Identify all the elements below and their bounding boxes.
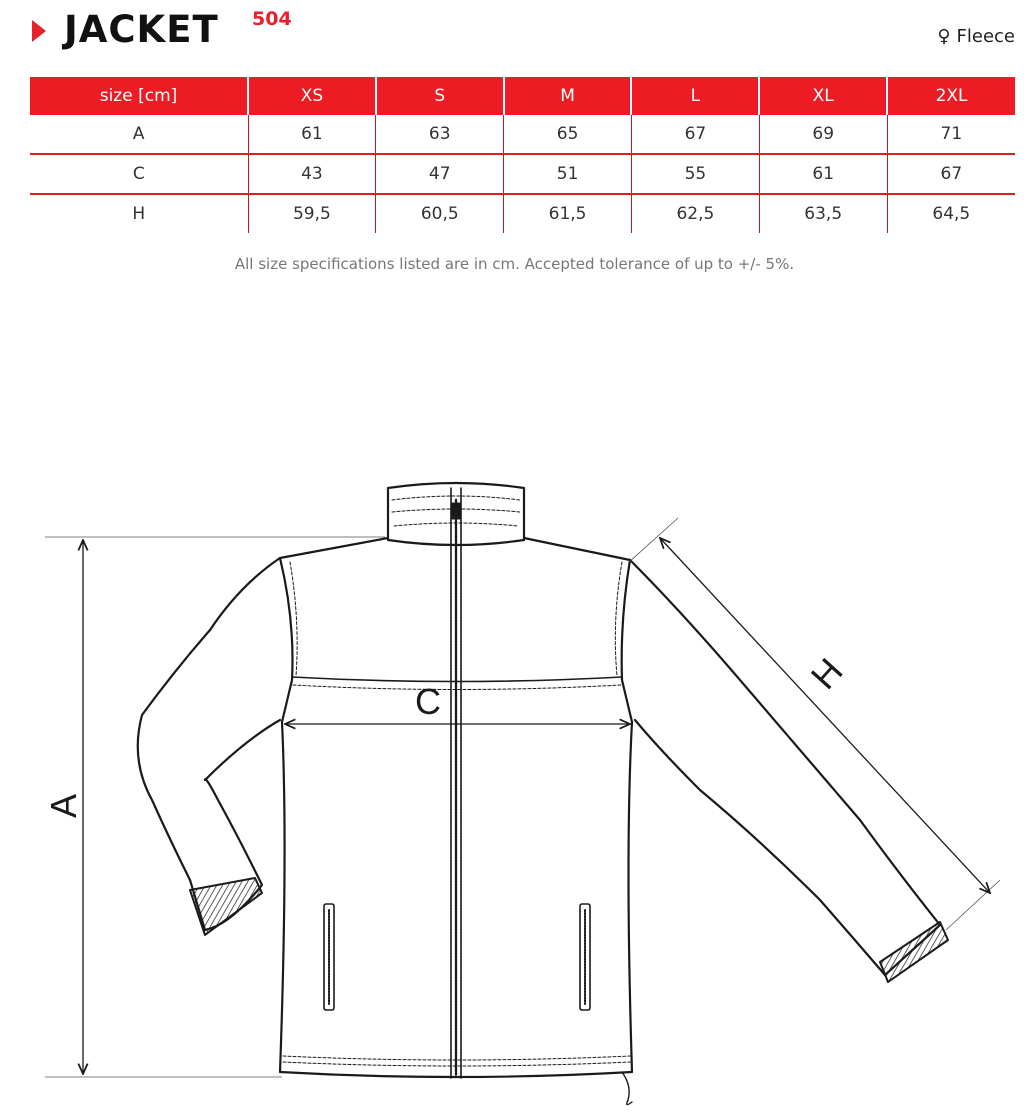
zipper-pull bbox=[452, 503, 460, 519]
column-header: 2XL bbox=[887, 77, 1015, 115]
left-cuff bbox=[190, 878, 262, 935]
material-name: Fleece bbox=[956, 26, 1015, 47]
column-header: M bbox=[504, 77, 632, 115]
table-cell: 62,5 bbox=[631, 194, 759, 233]
label-a: A bbox=[43, 793, 84, 819]
table-cell: 43 bbox=[248, 154, 376, 194]
table-cell: 47 bbox=[376, 154, 504, 194]
header bbox=[30, 6, 1015, 56]
right-cuff bbox=[880, 922, 948, 982]
size-table-header bbox=[30, 77, 1015, 115]
column-header: XS bbox=[248, 77, 376, 115]
table-cell: 63,5 bbox=[759, 194, 887, 233]
table-cell: 59,5 bbox=[248, 194, 376, 233]
measure-h-top-guide bbox=[628, 518, 678, 563]
table-cell: 51 bbox=[504, 154, 632, 194]
column-header: S bbox=[376, 77, 504, 115]
table-cell: 55 bbox=[631, 154, 759, 194]
table-row bbox=[30, 115, 1015, 154]
product-code: 504 bbox=[252, 8, 292, 30]
table-cell: 67 bbox=[887, 154, 1015, 194]
table-row bbox=[30, 194, 1015, 233]
measure-h-bottom-guide bbox=[946, 880, 1000, 930]
product-title: JACKET bbox=[64, 8, 219, 51]
table-cell: 61,5 bbox=[504, 194, 632, 233]
size-table bbox=[30, 77, 1015, 233]
jacket-technical-drawing bbox=[0, 470, 1029, 1110]
table-cell: 63 bbox=[376, 115, 504, 154]
column-header: L bbox=[631, 77, 759, 115]
row-label: A bbox=[132, 124, 145, 144]
table-cell: 69 bbox=[759, 115, 887, 154]
left-sleeve bbox=[138, 538, 388, 930]
table-row bbox=[30, 154, 1015, 194]
table-cell: 61 bbox=[759, 154, 887, 194]
column-header: size [cm] bbox=[30, 77, 248, 115]
table-cell: 60,5 bbox=[376, 194, 504, 233]
table-cell: 71 bbox=[887, 115, 1015, 154]
table-cell: 61 bbox=[248, 115, 376, 154]
measure-h-line bbox=[660, 538, 990, 893]
table-cell: 65 bbox=[504, 115, 632, 154]
drawcord bbox=[622, 1072, 632, 1105]
column-header: XL bbox=[759, 77, 887, 115]
table-cell: 64,5 bbox=[887, 194, 1015, 233]
row-label: C bbox=[30, 154, 248, 194]
label-h: H bbox=[802, 650, 851, 698]
material-label bbox=[937, 26, 1015, 47]
label-c: C bbox=[415, 681, 441, 722]
row-label: H bbox=[30, 194, 248, 233]
play-arrow-icon bbox=[32, 20, 46, 42]
table-cell: 67 bbox=[631, 115, 759, 154]
tolerance-note: All size specifications listed are in cm. Accepted tolerance of up to +/- 5%. bbox=[234, 255, 795, 273]
female-icon: ♀ bbox=[937, 26, 951, 47]
right-sleeve bbox=[524, 538, 940, 975]
